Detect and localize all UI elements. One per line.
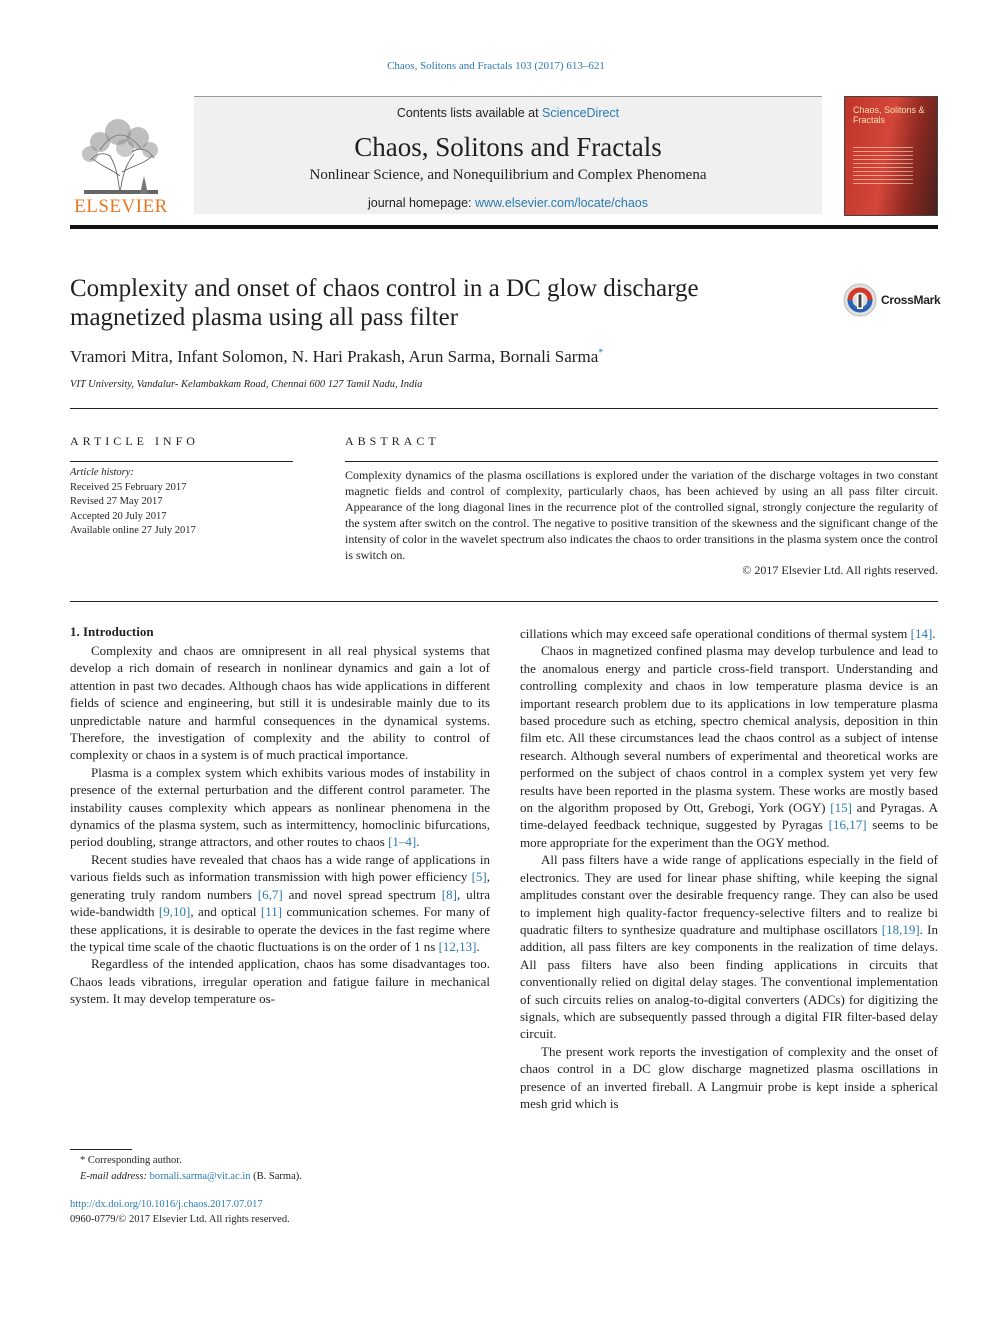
intro-paragraph-3: Recent studies have revealed that chaos has a wide range of applications in various fields such as information transmission with high power efficiency [5], generating truly random numbers [6,7] and novel spread spectrum [8], ultra wide-bandwidth [9,10], and optical [11] communication schemes. For many of these applications, it is desirable to operate the devices in the fast regime where the typical time scale of the chaotic fluctuations is on the order of 1 ns [12,13]. [70, 851, 491, 954]
email-suffix: (B. Sarma). [250, 1171, 302, 1182]
abstract-text: Complexity dynamics of the plasma oscillations is explored under the variation of the discharge voltages in two constant magnetic fields and control of complexity, particularly chaos, has been achieved by using an all pass filter circuit. Appearance of the long diagonal lines in the recurrence plot of the controlled signal, strongly conjecture the regularity of the system after switch on the control. The negative to positive transition of the skewness and the significant change of the intensity of color in the wavelet spectrum also indicates the chaos to order transitions in the plasma system once the control is switch on. [345, 468, 938, 562]
paper-title: Complexity and onset of chaos control in a DC glow discharge magnetized plasma using all pass filter [70, 275, 699, 331]
homepage-link[interactable]: www.elsevier.com/locate/chaos [475, 196, 649, 210]
doi-link[interactable]: http://dx.doi.org/10.1016/j.chaos.2017.07.017 [70, 1199, 263, 1210]
doi-block [70, 1197, 490, 1227]
contents-line [194, 106, 822, 120]
intro-paragraph-2: Plasma is a complex system which exhibits various modes of instability in presence of the external perturbation and the different control parameter. The instability causes complexity which appears as nonlinear phenomena in the dynamics of the plasma system, such as intermittency, homoclinic bifurcations, period doubling, strange attractors, and other routes to chaos [1–4]. [70, 764, 490, 850]
article-info-rule [70, 461, 293, 462]
intro-paragraph-7: The present work reports the investigation of complexity and the onset of chaos control in a DC glow discharge magnetized plasma oscillations in presence of an inverted fireball. A Langmuir probe is kept inside a spherical mesh grid which is [520, 1043, 938, 1111]
citation-link[interactable]: [1–4] [388, 834, 417, 850]
p4-text-left: Regardless of the intended application, chaos has some disadvantages too. Chaos leads vibrations, irregular operation and fatigue failure in mechanical system. It may develop temperature os- [70, 956, 490, 1007]
abstract-rule [345, 461, 938, 462]
p3-text-a: Recent studies have revealed that chaos has a wide range of applications in various fields such as information transmission with high power efficiency [70, 851, 490, 885]
p5-text-c: seems to be more appropriate for the experiment than the OGY method. [520, 817, 938, 850]
corresponding-footnote: * Corresponding author. [80, 1155, 182, 1166]
intro-paragraph-5 [520, 642, 938, 851]
p5-text-b: and Pyragas. A time-delayed feedback technique, suggested by Pyragas [520, 800, 938, 833]
journal-title: Chaos, Solitons and Fractals [354, 132, 662, 162]
p3-text-f: communication schemes. For many of these applications, it is desirable to operate the devices in the fast regime where the typical time scale of the chaotic fluctuations is on the order of 1 ns [70, 904, 491, 954]
p6-text-a: All pass filters have a wide range of applications especially in the field of electronics. They are used for linear phase shifting, while keeping the signal amplitudes constant over the desirable frequency range. They can also be used to implement high quality-factor frequency-selective filters and to realize bi quadratic filters to synthesize quadrature and multiphase oscillators [520, 852, 938, 937]
history-label: Article history: [70, 467, 134, 478]
intro-paragraph-1: Complexity and chaos are omnipresent in all real physical systems that develop a rich domain of research in nonlinear dynamics and gain a lot of attention in past two decades. Although chaos has wide applications in different fields of science and engineering, but still it is undesirable mainly due to its unpredictable nature and harmful consequences in the dynamical systems. Therefore, the investigation of complexity and the ability to control of complexity or chaos in a system is of much practical importance. [70, 643, 490, 763]
email-link[interactable]: bornali.sarma@vit.ac.in [149, 1171, 251, 1182]
body-rule [70, 601, 938, 602]
affiliation: VIT University, Vandalur- Kelambakkam Road, Chennai 600 127 Tamil Nadu, India [70, 379, 423, 390]
corresponding-text: Corresponding author. [87, 1155, 182, 1166]
citation-link[interactable]: [12,13] [438, 938, 477, 954]
sciencedirect-link[interactable]: ScienceDirect [542, 106, 620, 120]
crossmark-badge[interactable] [843, 283, 943, 319]
footnotes [70, 1153, 490, 1185]
citation-link[interactable]: [5] [471, 869, 487, 885]
body-column-left [70, 642, 490, 1008]
p2-text: Plasma is a complex system which exhibits various modes of instability in presence of the external perturbation and the different control parameter. The instability causes complexity which appears as nonlinear phenomena in the dynamics of the plasma system, such as intermittency, homoclinic bifurcations, period doubling, strange attractors, and other routes to chaos [70, 764, 490, 850]
journal-cover-image[interactable] [844, 96, 938, 216]
p4-text-right: cillations which may exceed safe operational conditions of thermal system [520, 626, 911, 641]
citation-link[interactable]: [8] [441, 886, 457, 902]
citation-link[interactable]: [9,10] [158, 904, 191, 920]
homepage-line [194, 196, 822, 210]
issn-line: 0960-0779/© 2017 Elsevier Ltd. All rights reserved. [70, 1214, 290, 1225]
cover-texture [853, 147, 913, 187]
abstract-copyright: © 2017 Elsevier Ltd. All rights reserved. [742, 563, 938, 577]
footnote-rule [70, 1149, 132, 1150]
abstract-heading: ABSTRACT [345, 434, 440, 448]
journal-reference[interactable]: Chaos, Solitons and Fractals 103 (2017) 613–621 [387, 60, 605, 72]
email-label: E-mail address: [80, 1171, 150, 1182]
citation-link[interactable]: [18,19] [881, 921, 920, 937]
crossmark-icon [843, 283, 877, 317]
author-list [70, 347, 603, 367]
cover-title: Chaos, Solitons & Fractals [853, 105, 925, 125]
authors-text: Vramori Mitra, Infant Solomon, N. Hari Prakash, Arun Sarma, Bornali Sarma [70, 347, 599, 366]
citation-link[interactable]: [11] [260, 904, 283, 920]
masthead [194, 96, 822, 214]
section-rule [70, 408, 938, 409]
p5-text-a: Chaos in magnetized confined plasma may develop turbulence and lead to the anomalous energy and particle cross-field transport. Understanding and controlling complexity and chaos in low temperature plasma device is an important research problem due to its applications in low temperature plasma based procedure such as etching, spectro chemical analysis, deposition in thin film etc. All these circumstances lead the chaos control as a subject of intense research. Although several numbers of experimental and theoretical works are performed on the subject of chaos control in a complex system yet very few results have been reported in the plasma system. These works are mostly based on the algorithm proposed by Ott, Grebogi, York (OGY) [520, 643, 938, 816]
introduction-heading: 1. Introduction [70, 624, 154, 639]
citation-link[interactable]: [6,7] [257, 886, 283, 902]
journal-header [70, 96, 938, 218]
contents-prefix: Contents lists available at [396, 106, 543, 120]
p3-text-b: , generating truly random numbers [70, 869, 490, 902]
homepage-prefix: journal homepage: [367, 196, 476, 210]
history-online: Available online 27 July 2017 [70, 525, 196, 536]
history-received: Received 25 February 2017 [70, 481, 187, 493]
p3-text-e: , and optical [190, 904, 261, 920]
p6-text-b: . In addition, all pass filters are key components in the realization of time delays. All pass filters have also been finding applications in circuits that conventionally relied on digital delay stages. The conventional implementation of such circuits relies on analog-to-digital converters (ADCs) for digitizing the signals, which are subsequently passed through a digital FIR filter-based delay circuit. [520, 921, 938, 1042]
history-accepted: Accepted 20 July 2017 [70, 510, 167, 522]
p3-text-d: , ultra wide-bandwidth [70, 886, 490, 920]
header-rule [70, 225, 938, 229]
citation-link[interactable]: [14] [910, 626, 933, 641]
masthead-top-line [194, 96, 822, 97]
corresponding-author-mark[interactable]: * [598, 347, 604, 359]
elsevier-wordmark: ELSEVIER [74, 196, 168, 217]
intro-paragraph-4 [70, 955, 490, 1007]
history-revised: Revised 27 May 2017 [70, 496, 163, 507]
crossmark-label: CrossMark [881, 293, 941, 307]
email-footnote [70, 1169, 490, 1185]
body-column-right [520, 625, 938, 1112]
journal-subtitle: Nonlinear Science, and Nonequilibrium and Complex Phenomena [309, 167, 707, 183]
intro-paragraph-4-continued: cillations which may exceed safe operational conditions of thermal system [14]. [520, 626, 936, 641]
article-history [70, 466, 293, 539]
citation-link[interactable]: [15] [830, 800, 852, 816]
p3-text-c: and novel spread spectrum [282, 886, 442, 902]
citation-link[interactable]: [16,17] [828, 817, 867, 833]
article-info-heading: ARTICLE INFO [70, 434, 199, 448]
intro-paragraph-6 [520, 851, 938, 1042]
